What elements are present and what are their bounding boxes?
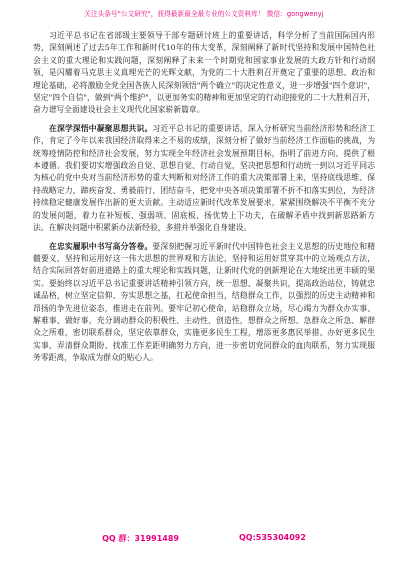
paragraph-lead: 在深学深悟中凝聚思想共识。 bbox=[49, 123, 153, 133]
footer-contact bbox=[0, 533, 408, 549]
paragraph-text: 要深刻把握习近平新时代中国特色社会主义思想的历史地位和精髓要义，坚持和运用好这一伟大思想的世界观和方法论，坚持和运用好贯穿其中的立场观点方法，结合实际回答好前进道路上的重大理论和实践问题，让新时代党的创新理论在大地绽出更丰硕的果实。要始终以习近平总书记重要讲话精神引领方向，统一思想、凝聚共识，提高政治站位，铸就忠诚品格，树立坚定信仰、夯实思想之基，扛起使命担当，结稳群众工作，以强烈的历史主动精神和昂扬的争先进位姿态，推进走在前列。要牢记初心使命，站稳群众立场，尽心竭力为群众办实事、解难事、做好事，充分调动群众的积极性、主动性、创造性，想群众之所想、急群众之所急、解群众之所难，密切联系群众，坚定依靠群众，实施更多民生工程，增添更多惠民举措、办好更多民生实事，弄清群众期盼、找准工作差距明确努力方向，进一步密切党同群众的血肉联系，努力实现服务零距离，争取成为群众的贴心人。 bbox=[33, 241, 376, 363]
paragraph-intro bbox=[33, 30, 375, 117]
paragraph-lead: 在忠实履职中书写高分答卷。 bbox=[49, 241, 153, 251]
document-body bbox=[33, 30, 375, 371]
paragraph-text: 习近平总书记在省部级主要领导干部专题研讨班上的重要讲话，科学分析了当前国际国内形势，深刻阐述了过去5年工作和新时代10年的伟大变革，深刻阐释了新时代坚持和发展中国特色社会主义的重大理论和实践问题，深刻阐释了未来一个时期党和国家事业发展的大政方针和行动纲领，是闪耀着马克思主义真理光芒的光辉文献，为党的二十大胜利召开奠定了重要的思想、政治和理论基础，必将激励全党全国各族人民深刻领悟"两个确立"的决定性意义，进一步增强"四个意识"，坚定"四个自信"，做到"两个维护"，以更加务实的精神和更加坚定的行动迎接党的二十大胜利召开，奋力谱写全面建设社会主义现代化国家崭新篇章。 bbox=[33, 31, 375, 115]
paragraph-consensus bbox=[33, 123, 375, 235]
header-notice-bar bbox=[0, 0, 408, 26]
paragraph-duty bbox=[33, 241, 375, 365]
footer-qq-group: QQ 群：31991489 bbox=[102, 534, 179, 543]
paragraph-text: 习近平总书记的重要讲话，深入分析研究当前经济形势和经济工作，肯定了今年以来我国经济取得来之不易的成绩，深刻分析了做好当前经济工作面临的挑战，为统筹疫情防控和经济社会发展，努力实现全年经济社会发展预期目标，指明了前进方向、提供了根本遵循。我们要切实增强政治自觉、思想自觉、行动自觉，坚决把思想和行动统一到以习近平同志为核心的党中央对当前经济形势的重大判断和对经济工作的重大决策部署上来，坚持底线思维、保持战略定力，蹄疾奋发、勇毅前行、团结奋斗，把党中央各项决策部署不折不扣落实到位，为经济持续稳定健康发展作出新的更大贡献。主动适应新时代改革发展要求，紧紧围绕解决不平衡不充分的发展问题，着力在补短板、强弱项、固底板、扬优势上下功夫，在破解矛盾中找到新思路新方法。在解决问题中积累新办法新经验，多措并举强化自身建设。 bbox=[33, 123, 376, 233]
header-notice: 关注头条号"公文研究"，获得最新最全最专业的公文资料库！ 微信：gongwenyj bbox=[84, 10, 324, 18]
footer-qq: QQ:535304092 bbox=[239, 533, 306, 542]
